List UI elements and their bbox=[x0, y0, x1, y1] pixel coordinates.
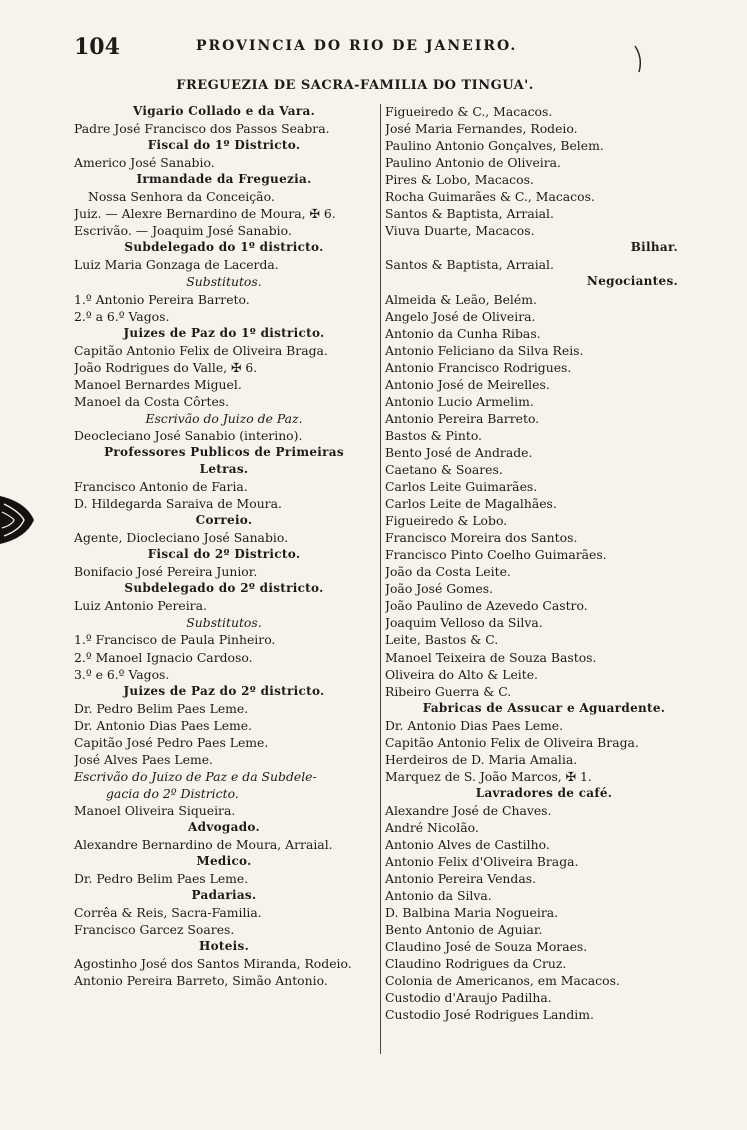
entry-line: João Rodrigues do Valle, ✠ 6. bbox=[74, 359, 258, 375]
entry-line: Bento Antonio de Aguiar. bbox=[385, 922, 543, 938]
section-heading: Letras. bbox=[199, 461, 249, 476]
entry-line: Antonio Pereira Barreto. bbox=[385, 410, 540, 426]
entry-line: Dr. Pedro Belim Paes Leme. bbox=[74, 871, 249, 887]
entry-line: Caetano & Soares. bbox=[385, 461, 503, 477]
entry-line: Leite, Bastos & C. bbox=[385, 632, 499, 648]
entry-line: Almeida & Leão, Belém. bbox=[385, 291, 537, 307]
entry-line: Marquez de S. João Marcos, ✠ 1. bbox=[385, 768, 592, 784]
section-heading: Subdelegado do 2º districto. bbox=[124, 581, 324, 596]
section-heading: Correio. bbox=[195, 513, 253, 528]
column-divider bbox=[380, 104, 381, 1054]
entry-line: Oliveira do Alto & Leite. bbox=[385, 666, 538, 682]
subheading-italic: Escrivão do Juizo de Paz. bbox=[145, 410, 303, 426]
entry-line: Claudino José de Souza Moraes. bbox=[385, 939, 588, 955]
entry-line: 1.º Antonio Pereira Barreto. bbox=[74, 291, 250, 307]
entry-line: Viuva Duarte, Macacos. bbox=[385, 223, 535, 239]
entry-line: André Nicolão. bbox=[385, 819, 479, 835]
entry-line: Paulino Antonio Gonçalves, Belem. bbox=[385, 138, 604, 154]
entry-line: Herdeiros de D. Maria Amalia. bbox=[385, 751, 578, 767]
entry-line: Angelo José de Oliveira. bbox=[385, 308, 536, 324]
section-heading: Advogado. bbox=[188, 819, 260, 834]
entry-line: José Alves Paes Leme. bbox=[74, 751, 213, 767]
entry-line: Corrêa & Reis, Sacra-Familia. bbox=[74, 905, 262, 921]
entry-line: 2.º Manoel Ignacio Cardoso. bbox=[74, 649, 253, 665]
entry-line: Francisco Antonio de Faria. bbox=[74, 479, 248, 495]
entry-line: D. Balbina Maria Nogueira. bbox=[385, 905, 559, 921]
entry-line: Luiz Maria Gonzaga de Lacerda. bbox=[74, 257, 279, 273]
entry-line: Deocleciano José Sanabio (interino). bbox=[74, 427, 303, 443]
entry-line: Figueiredo & Lobo. bbox=[385, 513, 508, 529]
entry-line: Antonio da Silva. bbox=[385, 888, 492, 904]
entry-line: Bastos & Pinto. bbox=[385, 427, 482, 443]
section-heading: Subdelegado do 1º districto. bbox=[124, 240, 324, 255]
entry-line: Antonio da Cunha Ribas. bbox=[385, 325, 541, 341]
section-heading: Juizes de Paz do 2º districto. bbox=[123, 683, 325, 698]
entry-line: Colonia de Americanos, em Macacos. bbox=[385, 973, 620, 989]
section-heading: Professores Publicos de Primeiras bbox=[104, 444, 344, 459]
entry-line: Dr. Pedro Belim Paes Leme. bbox=[74, 700, 249, 716]
entry-line: Dr. Antonio Dias Paes Leme. bbox=[385, 717, 564, 733]
entry-line: D. Hildegarda Saraiva de Moura. bbox=[74, 496, 282, 512]
entry-line: 3.º e 6.º Vagos. bbox=[74, 666, 170, 682]
section-heading: Juizes de Paz do 1º districto. bbox=[123, 325, 325, 340]
entry-line: Custodio d'Araujo Padilha. bbox=[385, 990, 552, 1006]
running-head: PROVINCIA DO RIO DE JANEIRO. bbox=[196, 38, 518, 54]
entry-line: Pires & Lobo, Macacos. bbox=[385, 172, 534, 188]
entry-line: Capitão José Pedro Paes Leme. bbox=[74, 734, 269, 750]
section-heading: Negociantes. bbox=[586, 274, 678, 289]
entry-line: Capitão Antonio Felix de Oliveira Braga. bbox=[74, 342, 328, 358]
right-column bbox=[385, 103, 703, 1024]
entry-line: Luiz Antonio Pereira. bbox=[74, 598, 207, 614]
entry-line: Bento José de Andrade. bbox=[385, 444, 533, 460]
section-heading: Bilhar. bbox=[630, 240, 678, 255]
entry-line: Antonio Pereira Vendas. bbox=[385, 871, 537, 887]
entry-line: Francisco Garcez Soares. bbox=[74, 922, 235, 938]
entry-line: Antonio Lucio Armelim. bbox=[385, 393, 534, 409]
entry-line: Antonio José de Meirelles. bbox=[385, 376, 550, 392]
entry-line: Claudino Rodrigues da Cruz. bbox=[385, 956, 567, 972]
entry-line-italic: gacia do 2º Districto. bbox=[106, 785, 239, 801]
entry-line: Antonio Pereira Barreto, Simão Antonio. bbox=[74, 973, 328, 989]
entry-line: Rocha Guimarães & C., Macacos. bbox=[385, 189, 595, 205]
entry-line: Padre José Francisco dos Passos Seabra. bbox=[74, 121, 330, 137]
entry-line: Antonio Francisco Rodrigues. bbox=[385, 359, 572, 375]
entry-line: Escrivão. — Joaquim José Sanabio. bbox=[74, 223, 292, 239]
entry-line: 2.º a 6.º Vagos. bbox=[74, 308, 170, 324]
entry-line: Carlos Leite Guimarães. bbox=[385, 479, 538, 495]
subheading-italic: Substitutos. bbox=[186, 274, 262, 290]
entry-line: Custodio José Rodrigues Landim. bbox=[385, 1007, 594, 1023]
entry-line: João da Costa Leite. bbox=[385, 564, 511, 580]
entry-line: Antonio Alves de Castilho. bbox=[385, 837, 550, 853]
entry-line: Alexandre Bernardino de Moura, Arraial. bbox=[74, 837, 333, 853]
entry-line: Nossa Senhora da Conceição. bbox=[88, 189, 275, 205]
section-heading: Lavradores de café. bbox=[475, 785, 613, 800]
entry-line: Ribeiro Guerra & C. bbox=[385, 683, 512, 699]
entry-line: Joaquim Velloso da Silva. bbox=[385, 615, 543, 631]
entry-line: João José Gomes. bbox=[385, 581, 494, 597]
entry-line: Figueiredo & C., Macacos. bbox=[385, 104, 553, 119]
entry-line: 1.º Francisco de Paula Pinheiro. bbox=[74, 632, 276, 648]
ink-blot bbox=[0, 492, 40, 548]
entry-line: Francisco Pinto Coelho Guimarães. bbox=[385, 547, 607, 563]
entry-line: Antonio Felix d'Oliveira Braga. bbox=[385, 854, 579, 870]
section-heading: Hoteis. bbox=[198, 939, 250, 954]
entry-line: Manoel Bernardes Miguel. bbox=[74, 376, 242, 392]
entry-line: Manoel Oliveira Siqueira. bbox=[74, 802, 236, 818]
entry-line: Agostinho José dos Santos Miranda, Rodeio. bbox=[74, 956, 352, 972]
entry-line: Manoel da Costa Côrtes. bbox=[74, 393, 230, 409]
entry-line: Manoel Teixeira de Souza Bastos. bbox=[385, 649, 597, 665]
section-heading: Fiscal do 1º Districto. bbox=[147, 138, 301, 153]
entry-line: Americo José Sanabio. bbox=[74, 155, 215, 171]
entry-line: Dr. Antonio Dias Paes Leme. bbox=[74, 717, 253, 733]
entry-line: Paulino Antonio de Oliveira. bbox=[385, 155, 561, 171]
section-heading: Medico. bbox=[196, 854, 252, 869]
section-heading: Irmandade da Freguezia. bbox=[136, 172, 312, 187]
entry-line: Antonio Feliciano da Silva Reis. bbox=[385, 342, 584, 358]
entry-line: Bonifacio José Pereira Junior. bbox=[74, 564, 258, 580]
section-heading: Vigario Collado e da Vara. bbox=[132, 104, 316, 118]
left-column bbox=[74, 103, 374, 989]
entry-line: Carlos Leite de Magalhães. bbox=[385, 496, 557, 512]
margin-mark bbox=[633, 44, 647, 74]
page-number: 104 bbox=[74, 34, 120, 60]
entry-line: Agente, Diocleciano José Sanabio. bbox=[74, 530, 289, 546]
section-heading: Fiscal do 2º Districto. bbox=[147, 547, 301, 562]
entry-line: Alexandre José de Chaves. bbox=[385, 802, 552, 818]
subheading-italic: Substitutos. bbox=[186, 615, 262, 631]
section-heading: Fabricas de Assucar e Aguardente. bbox=[422, 700, 666, 715]
entry-line-italic: Escrivão do Juizo de Paz e da Subdele- bbox=[74, 768, 317, 784]
entry-line: Francisco Moreira dos Santos. bbox=[385, 530, 578, 546]
entry-line: João Paulino de Azevedo Castro. bbox=[385, 598, 588, 614]
entry-line: Juiz. — Alexre Bernardino de Moura, ✠ 6. bbox=[74, 206, 336, 222]
entry-line: Santos & Baptista, Arraial. bbox=[385, 257, 554, 273]
page-header bbox=[74, 34, 594, 60]
entry-line: José Maria Fernandes, Rodeio. bbox=[385, 121, 578, 137]
entry-line: Capitão Antonio Felix de Oliveira Braga. bbox=[385, 734, 639, 750]
section-title: FREGUEZIA DE SACRA-FAMILIA DO TINGUA'. bbox=[176, 78, 534, 93]
entry-line: Santos & Baptista, Arraial. bbox=[385, 206, 554, 222]
section-heading: Padarias. bbox=[191, 888, 257, 903]
